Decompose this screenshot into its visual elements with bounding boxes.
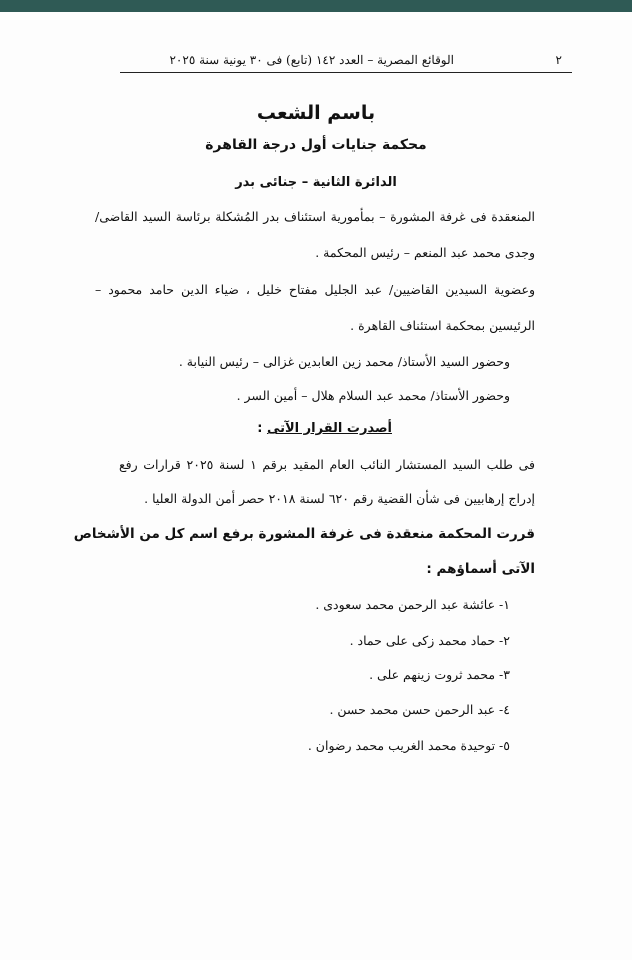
prosecutor-line: وحضور السيد الأستاذ/ محمد زين العابدين غزالى – رئيس النيابة . (178, 354, 510, 369)
page-number: ٢ (555, 53, 562, 67)
list-item: ٤- عبد الرحمن حسن محمد حسن . (329, 702, 510, 717)
ruling-line-2-wrap (426, 561, 535, 577)
session-line-2: وجدى محمد عبد المنعم – رئيس المحكمة . (315, 245, 535, 260)
page-header (120, 49, 572, 73)
court-name: محكمة جنايات أول درجة القاهرة (205, 137, 427, 153)
request-line-2: إدراج إرهابيين فى شأن القضية رقم ٦٢٠ لسنة ٢٠١٨ حصر أمن الدولة العليا . (144, 491, 535, 506)
gazette-page (0, 12, 632, 960)
members-line-1: وعضوية السيدين القاضيين/ عبد الجليل مفتاح خليل ، ضياء الدين حامد محمود – (95, 282, 535, 297)
secretary-line: وحضور الأستاذ/ محمد عبد السلام هلال – أمين السر . (236, 388, 510, 403)
header-rule (120, 72, 572, 73)
ruling-line-2: الآتى أسماؤهم (436, 561, 535, 577)
ruling-line-1: قررت المحكمة منعقدة فى غرفة المشورة برفع اسم كل من الأشخاص (73, 526, 535, 542)
list-item: ٢- حماد محمد زكى على حماد . (349, 633, 510, 648)
decision-colon: : (257, 421, 263, 436)
members-line-2: الرئيسين بمحكمة استئناف القاهرة . (350, 318, 535, 333)
top-bar (0, 0, 632, 12)
gazette-title: الوقائع المصرية – العدد ١٤٢ (تابع) فى ٣٠ يونية سنة ٢٠٢٥ (169, 53, 454, 67)
court-circuit: الدائرة الثانية – جنائى بدر (235, 175, 397, 190)
ruling-colon: : (426, 561, 432, 577)
list-item: ٣- محمد ثروت زينهم على . (369, 667, 510, 682)
decision-heading-wrap (257, 421, 392, 436)
session-line-1: المنعقدة فى غرفة المشورة – بمأمورية استئناف بدر المُشكلة برئاسة السيد القاضى/ (95, 209, 535, 224)
request-line-1: فى طلب السيد المستشار النائب العام المقيد برقم ١ لسنة ٢٠٢٥ قرارات رفع (119, 457, 535, 472)
decision-heading: أصدرت القرار الآتى (266, 421, 392, 436)
list-item: ٥- توحيدة محمد الغريب محمد رضوان . (307, 738, 510, 753)
list-item: ١- عائشة عبد الرحمن محمد سعودى . (315, 597, 510, 612)
document-heading: باسم الشعب (256, 102, 376, 124)
